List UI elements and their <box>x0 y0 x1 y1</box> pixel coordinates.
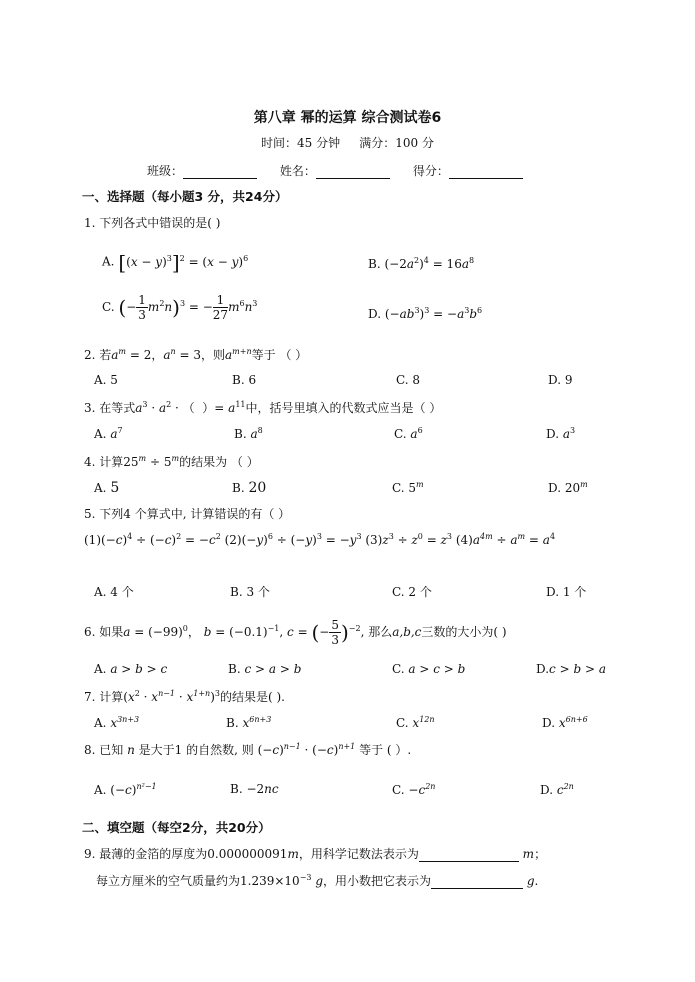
q9-blank-2[interactable] <box>431 875 523 889</box>
q9-line1-text: 9. 最薄的金箔的厚度为0.000000091 <box>84 847 288 861</box>
q3-b-label: B. <box>234 427 247 441</box>
q7-option-d[interactable]: D. $x^{6n+6}$ <box>542 715 588 730</box>
exam-meta <box>0 134 695 151</box>
name-blank[interactable] <box>316 165 390 179</box>
q2-formula-1: $a^m = 2$ <box>111 347 152 362</box>
q1-option-b[interactable] <box>368 256 474 271</box>
q3-option-b[interactable]: B. $a^8$ <box>234 426 263 441</box>
q4-text-2: 的结果为 （ ） <box>179 455 259 469</box>
q6-a-label: A. <box>94 662 107 676</box>
score-blank[interactable] <box>449 165 523 179</box>
q9-line2-mid: ，用小数把它表示为 <box>323 874 432 888</box>
q1-c-label: C. <box>102 300 115 314</box>
time-info: 时间：45 分钟 <box>261 136 341 150</box>
q1-stem: 1. 下列各式中错误的是( ) <box>84 216 221 230</box>
q8-formula: $(-c)^{n-1} \cdot (-c)^{n+1}$ <box>257 742 356 757</box>
q3-option-c[interactable]: C. $a^6$ <box>394 426 423 441</box>
q5-expr-4: $a^{4m} \div a^m = a^4$ <box>472 532 556 547</box>
q6-text-3: 三数的大小为( ) <box>421 625 507 639</box>
q7-option-b[interactable]: B. $x^{6n+3}$ <box>226 715 272 730</box>
q9-line-2: 每立方厘米的空气质量约为$1.239\times 10^{-3}$ g，用小数把它表示为 g. <box>96 873 539 888</box>
q8-var-n: n <box>127 743 135 757</box>
q4-formula: $25^m \div 5^m$ <box>123 454 180 469</box>
q2-option-c[interactable]: C. 8 <box>396 373 421 387</box>
q5-label-4: (4) <box>455 533 473 547</box>
q6-stem <box>84 618 507 647</box>
q8-option-d[interactable]: D. $c^{2n}$ <box>540 782 574 797</box>
q5-option-b[interactable]: B. 3 个 <box>230 585 270 599</box>
q2-stem <box>84 346 307 363</box>
q2-text-4: 等于 （ ） <box>251 348 308 362</box>
q1-option-d[interactable] <box>368 306 482 321</box>
q4-d-label: D. <box>548 481 562 495</box>
q8-option-b[interactable]: B. −2nc <box>230 782 279 796</box>
q8-text-3: 等于 ( ）. <box>359 743 412 757</box>
q3-formula: $a^3 \cdot a^2$ · （ ）= $a^{11}$ <box>135 400 246 415</box>
q1-option-a[interactable] <box>102 250 248 274</box>
q8-d-label: D. <box>540 783 554 797</box>
q6-vars: a,b,c <box>392 625 422 639</box>
q5-label-3: (3) <box>365 533 383 547</box>
q4-c-label: C. <box>392 481 405 495</box>
q4-option-a[interactable] <box>94 480 119 496</box>
q4-option-b[interactable] <box>232 480 266 496</box>
q4-d-value: 20$^m$ <box>564 480 588 495</box>
q3-text-1: 3. 在等式 <box>84 401 136 415</box>
q7-text-2: 的结果是( ). <box>219 690 285 704</box>
q5-option-a[interactable]: A. 4 个 <box>94 585 134 599</box>
q9-unit-m: m <box>522 847 535 861</box>
q8-b-label: B. <box>230 782 243 796</box>
q4-a-value: 5 <box>110 480 120 496</box>
q3-option-d[interactable]: D. $a^3$ <box>546 426 576 441</box>
q6-c-label: C. <box>392 662 405 676</box>
q5-option-d[interactable]: D. 1 个 <box>546 585 587 599</box>
q4-c-value: 5$^m$ <box>408 480 424 495</box>
q1-a-label: A. <box>102 254 115 269</box>
q2-text-2: ， <box>151 348 164 362</box>
q8-text-1: 8. 已知 <box>84 743 124 757</box>
q7-option-a[interactable]: A. $x^{3n+3}$ <box>94 715 140 730</box>
q6-b-label: B. <box>228 662 241 676</box>
q3-d-label: D. <box>546 427 560 441</box>
q1-c-formula: (− $\frac{1}{3}$ $m^2n)^3$ = − $\frac{1}{27}$ $m^6n^3$ <box>118 293 258 322</box>
q6-d-label: D. <box>536 662 550 676</box>
q8-text-2: 是大于1 的自然数, 则 <box>138 743 254 757</box>
q1-a-formula: $[(x - y)^3]^2 = (x - y)^6$ <box>118 250 249 274</box>
q4-a-label: A. <box>94 481 107 495</box>
q3-c-label: C. <box>394 427 407 441</box>
q5-label-2: (2) <box>224 533 242 547</box>
q6-text-1: 6. 如果 <box>84 625 124 639</box>
page-title: 第八章 幂的运算 综合测试卷6 <box>253 110 442 126</box>
q7-d-label: D. <box>542 716 556 730</box>
q8-option-a[interactable]: A. $(-c)^{n^2-1}$ <box>94 782 157 797</box>
q8-stem <box>84 741 411 758</box>
student-info-row <box>147 162 523 179</box>
q9-blank-1[interactable] <box>419 848 519 862</box>
q9-line1-mid: ，用科学记数法表示为 <box>298 847 419 861</box>
q5-stem: 5. 下列4 个算式中, 计算错误的有（ ） <box>84 507 291 521</box>
q9-line-1: 9. 最薄的金箔的厚度为0.000000091m，用科学记数法表示为 m； <box>84 847 547 861</box>
q7-a-label: A. <box>94 716 107 730</box>
q1-b-label: B. <box>368 257 381 271</box>
q2-option-b[interactable]: B. 6 <box>232 373 257 387</box>
q8-c-label: C. <box>392 783 405 797</box>
q5-expr-3: $z^3 \div z^0 = z^3$ <box>382 532 452 547</box>
q4-b-value: 20 <box>248 480 267 496</box>
q5-expressions <box>84 532 555 547</box>
q4-option-c[interactable] <box>392 480 424 495</box>
q6-option-a[interactable]: A. a > b > c <box>94 662 168 676</box>
q4-text-1: 4. 计算 <box>84 455 124 469</box>
q2-text-1: 2. 若 <box>84 348 112 362</box>
q6-text-2: , 那么 <box>360 625 393 639</box>
q5-option-c[interactable]: C. 2 个 <box>392 585 432 599</box>
q1-d-formula: $(-ab^3)^3 = -a^3b^6$ <box>384 306 483 321</box>
q6-option-b[interactable]: B. c > a > b <box>228 662 302 676</box>
q7-option-c[interactable]: C. $x^{12n}$ <box>396 715 435 730</box>
q9-line2-text: 每立方厘米的空气质量约为1.239×10 <box>96 874 300 888</box>
class-label: 班级： <box>147 164 184 178</box>
q2-formula-3: $a^{m+n}$ <box>225 347 252 362</box>
section-1-heading: 一、选择题（每小题3 分，共24分） <box>82 189 288 204</box>
q1-b-formula: $(-2a^2)^4 = 16a^8$ <box>384 256 475 271</box>
q2-text-3: ，则 <box>201 348 226 362</box>
q8-a-label: A. <box>94 783 107 797</box>
q4-b-label: B. <box>232 481 245 495</box>
q5-expr-1: $(-c)^4 \div (-c)^2 = -c^2$ <box>101 532 221 547</box>
q7-b-label: B. <box>226 716 239 730</box>
q1-option-c[interactable] <box>102 293 257 322</box>
q3-a-label: A. <box>94 427 107 441</box>
class-blank[interactable] <box>183 165 257 179</box>
q1-d-label: D. <box>368 307 382 321</box>
q6-option-d[interactable]: D.c > b > a <box>536 662 606 676</box>
q4-stem <box>84 453 259 470</box>
q9-unit-g: g <box>526 874 535 888</box>
q2-formula-2: $a^n = 3$ <box>163 347 201 362</box>
q7-text-1: 7. 计算 <box>84 690 124 704</box>
q7-formula: $(x^2 \cdot x^{n-1} \cdot x^{1+n})^3$ <box>123 689 220 704</box>
q3-stem <box>84 399 441 416</box>
q3-text-2: 中，括号里填入的代数式应当是（ ） <box>245 401 442 415</box>
q4-option-d[interactable] <box>548 480 588 495</box>
q7-stem <box>84 688 285 705</box>
q3-option-a[interactable]: A. $a^7$ <box>94 426 123 441</box>
score-label: 得分： <box>412 164 449 178</box>
q6-option-c[interactable]: C. a > c > b <box>392 662 466 676</box>
q2-option-d[interactable]: D. 9 <box>548 373 573 387</box>
name-label: 姓名： <box>279 164 316 178</box>
q5-expr-2: $(-y)^6 \div (-y)^3 = -y^3$ <box>241 532 362 547</box>
q6-formula: $a = (-99)^0$， $b = (-0.1)^{-1}$, c = (− $\frac{5}{3}$ )$^{-2}$ <box>123 618 361 647</box>
section-2-heading: 二、填空题（每空2分，共20分） <box>82 820 271 835</box>
q2-option-a[interactable]: A. 5 <box>94 373 118 387</box>
score-info: 满分：100 分 <box>359 136 434 150</box>
q8-option-c[interactable]: C. $-c^{2n}$ <box>392 782 436 797</box>
q7-c-label: C. <box>396 716 409 730</box>
q5-label-1: (1) <box>84 533 101 547</box>
